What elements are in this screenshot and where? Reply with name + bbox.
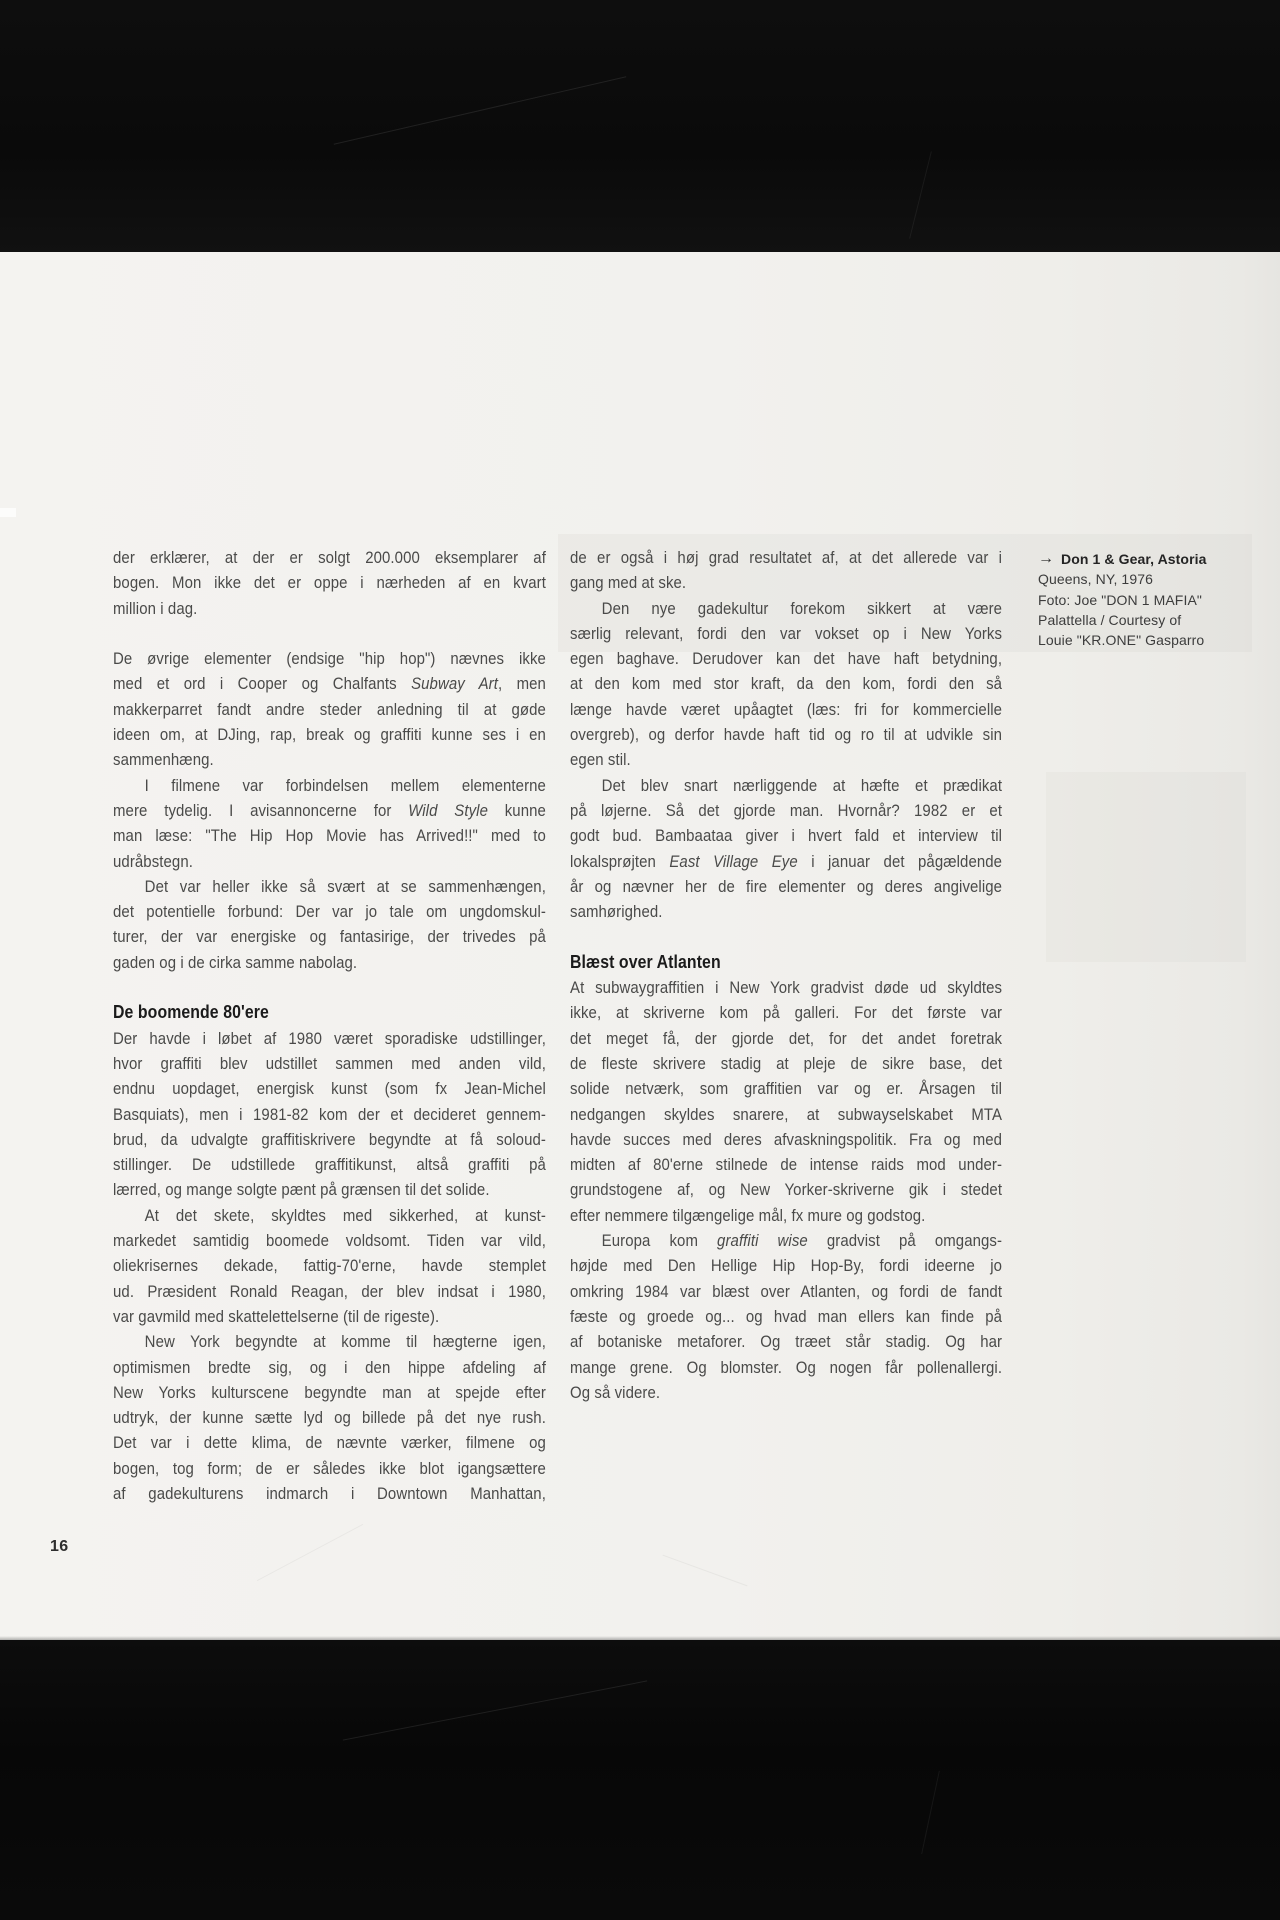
text-line: højde med Den Hellige Hip Hop-By, fordi ideerne jo — [570, 1256, 1003, 1276]
text-line: havde succes med deres afvaskningspolitik. Fra og med — [570, 1129, 1003, 1149]
photo-caption — [1038, 549, 1253, 650]
text-line: Det var heller ikke så svært at se sammenhængen, — [144, 876, 546, 896]
caption-title: Don 1 & Gear, Astoria — [1061, 551, 1207, 567]
text-line: udtryk, der kunne sætte lyd og billede på det nye rush. — [113, 1408, 546, 1428]
text-line: Der havde i løbet af 1980 været sporadiske udstillinger, — [113, 1028, 546, 1048]
scan-scratch — [343, 1680, 647, 1740]
text-line: oliekrisernes dekade, fattig-70'erne, havde stemplet — [113, 1256, 546, 1276]
text-line: turer, der var energiske og fantasirige, der trivedes på — [113, 927, 546, 947]
text-line: makkerparret fandt andre steder anledning til at gøde — [113, 699, 546, 719]
paper-edge-nick — [0, 508, 16, 517]
scan-scratch — [663, 1555, 748, 1587]
text-line: efter nemmere tilgængelige mål, fx mure og godstog. — [570, 1205, 926, 1225]
text-line: optimismen bredte sig, og i den hippe afdeling af — [113, 1357, 546, 1377]
text-line: på løjerne. Så det gjorde man. Hvornår? 1982 er et — [570, 800, 1003, 820]
text-line: At det skete, skyldtes med sikkerhed, at kunst- — [144, 1205, 546, 1225]
text-column-right — [570, 545, 1002, 1405]
text-line: fæste og groede og... og hvad man ellers kan finde på — [570, 1306, 1003, 1326]
text-line: de fleste skrivere stadig at pleje de sikre base, det — [570, 1053, 1003, 1073]
text-line: gaden og i de cirka samme nabolag. — [113, 952, 358, 972]
text-line: der erklærer, at der er solgt 200.000 eksemplarer af — [113, 548, 546, 567]
scan-ghost-tint — [1046, 772, 1246, 962]
text-line: bogen, tog form; de er således ikke blot igangsættere — [113, 1458, 546, 1478]
text-line: med et ord i Cooper og Chalfants Subway Art, men — [113, 674, 546, 694]
text-line: omkring 1984 var blæst over Atlanten, og fordi de fandt — [570, 1281, 1003, 1301]
scan-scratch — [257, 1524, 363, 1581]
text-line: brud, da udvalgte graffitiskrivere begyndte at få soloud- — [113, 1129, 546, 1149]
text-line: de er også i høj grad resultatet af, at det allerede var i — [570, 548, 1003, 567]
scan-scratch — [921, 1771, 940, 1854]
text-line: Det var i dette klima, de nævnte værker, filmene og — [113, 1433, 546, 1453]
text-line: Basquiats), men i 1981-82 kom der et decideret gennem- — [113, 1104, 546, 1124]
text-line: ideen om, at DJing, rap, break og graffiti kunne ses i en — [113, 725, 546, 745]
text-line: år og nævner her de fire elementer og deres angivelige — [570, 876, 1003, 896]
text-line: bogen. Mon ikke det er oppe i nærheden af en kvart — [113, 573, 546, 593]
text-line: sammenhæng. — [113, 750, 214, 770]
text-line: overgreb), og derfor havde haft tid og ro til at udvikle sin — [570, 725, 1003, 745]
text-line: mange grene. Og blomster. Og nogen får pollenallergi. — [570, 1357, 1003, 1377]
section-heading: Blæst over Atlanten — [570, 951, 721, 972]
text-line: I filmene var forbindelsen mellem elementerne — [144, 775, 546, 795]
caption-line: Louie "KR.ONE" Gasparro — [1038, 632, 1205, 649]
text-line: hvor graffiti blev udstillet sammen med anden vild, — [113, 1053, 546, 1073]
text-line: lokalsprøjten East Village Eye i januar det pågældende — [570, 851, 1003, 871]
text-line: markedet samtidig boomede voldsomt. Tiden var vild, — [113, 1231, 546, 1251]
caption-line: Foto: Joe "DON 1 MAFIA" — [1038, 591, 1202, 608]
text-line: ikke, at skriverne kom på galleri. For det første var — [570, 1003, 1003, 1023]
text-line: at den kom med stor kraft, da den kom, fordi den så — [570, 674, 1003, 694]
section-heading: De boomende 80'ere — [113, 1002, 269, 1023]
text-line: egen baghave. Derudover kan det have haft betydning, — [570, 649, 1003, 669]
caption-line: Queens, NY, 1976 — [1038, 571, 1153, 588]
text-line: Den nye gadekultur forekom sikkert at være — [601, 598, 1003, 618]
scan-scratch — [909, 151, 932, 239]
text-line: af botaniske metaforer. Og træet står stadig. Og har — [570, 1332, 1003, 1352]
bottom-black-bar — [0, 1640, 1280, 1920]
text-line: ud. Præsident Ronald Reagan, der blev indsat i 1980, — [113, 1281, 546, 1301]
text-line: egen stil. — [570, 750, 631, 770]
text-line: Det blev snart nærliggende at hæfte et prædikat — [601, 775, 1003, 795]
text-line: million i dag. — [113, 598, 198, 618]
text-line: det potentielle forbund: Der var jo tale om ungdomskul- — [113, 902, 546, 922]
arrow-icon: → — [1038, 550, 1054, 567]
text-line: gang med at ske. — [570, 573, 687, 593]
text-line: det meget få, der gjorde det, for det andet foretrak — [570, 1028, 1003, 1048]
text-line: Europa kom graffiti wise gradvist på omgangs- — [601, 1231, 1003, 1251]
text-line: Og så videre. — [570, 1382, 661, 1402]
text-line: af gadekulturens indmarch i Downtown Manhattan, — [113, 1483, 546, 1503]
text-line: længe havde været upåagtet (læs: fri for kommercielle — [570, 699, 1003, 719]
text-line: samhørighed. — [570, 902, 663, 922]
text-line: New York begyndte at komme til hægterne igen, — [144, 1332, 546, 1352]
page-surface — [0, 252, 1280, 1640]
text-line: godt bud. Bambaataa giver i hvert fald et interview til — [570, 826, 1003, 846]
text-line: stillinger. De udstillede graffitikunst, altså graffiti på — [113, 1155, 546, 1175]
text-line: At subwaygraffitien i New York gradvist døde ud skyldtes — [570, 978, 1003, 998]
text-column-left — [113, 545, 546, 1506]
text-line: særlig relevant, fordi den var vokset op i New Yorks — [570, 623, 1003, 643]
text-line: nedgangen skyldes snarere, at subwayselskabet MTA — [570, 1104, 1003, 1124]
scan-scratch — [334, 76, 627, 144]
text-line: man læse: "The Hip Hop Movie has Arrived!!" med to — [113, 826, 546, 846]
text-line: De øvrige elementer (endsige "hip hop") nævnes ikke — [113, 649, 546, 669]
text-line: var gavmild med skattelettelserne (til de rigeste). — [113, 1306, 440, 1326]
text-line: New Yorks kulturscene begyndte man at spejde efter — [113, 1382, 546, 1402]
text-line: solide netværk, som graffitien var og er. Årsagen til — [570, 1079, 1003, 1099]
text-line: mere tydelig. I avisannoncerne for Wild Style kunne — [113, 800, 546, 820]
top-black-bar — [0, 0, 1280, 252]
page-number: 16 — [50, 1538, 69, 1555]
text-line: grundstogene af, og New Yorker-skriverne gik i stedet — [570, 1180, 1003, 1200]
text-line: endnu uopdaget, energisk kunst (som fx Jean-Michel — [113, 1079, 546, 1099]
text-line: lærred, og mange solgte pænt på grænsen til det solide. — [113, 1180, 490, 1200]
text-line: midten af 80'erne stilnede de intense raids mod under- — [570, 1155, 1003, 1175]
caption-line: Palattella / Courtesy of — [1038, 611, 1182, 628]
text-line: udråbstegn. — [113, 851, 193, 871]
